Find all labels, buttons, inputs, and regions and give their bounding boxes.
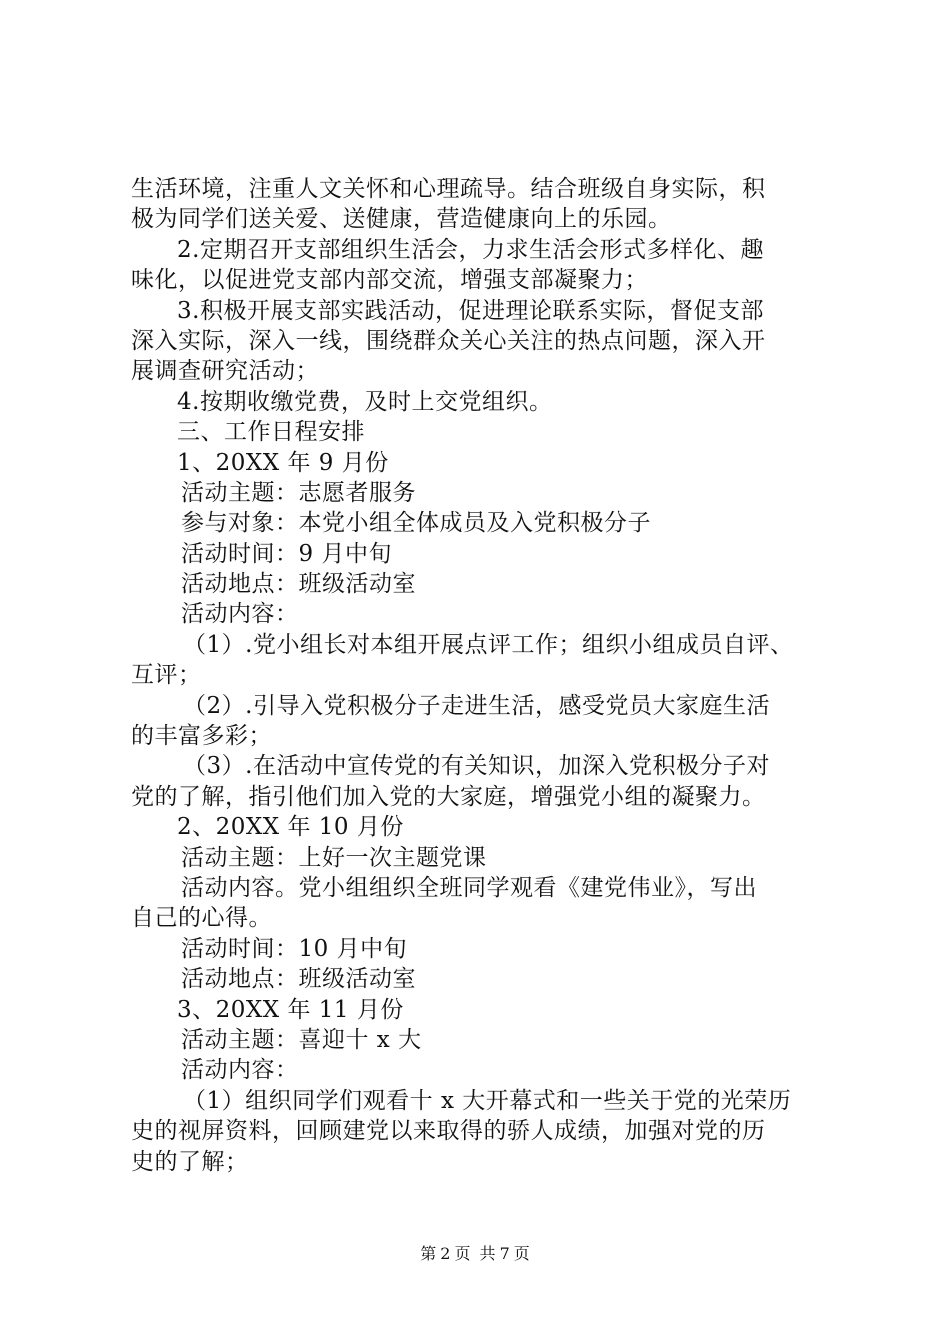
text-line: 活动内容： [181,1057,299,1084]
text-line: 参与对象：本党小组全体成员及入党积极分子 [181,510,651,537]
text-line: 史的了解； [131,1148,249,1175]
text-line: 极为同学们送关爱、送健康，营造健康向上的乐园。 [131,206,672,233]
text-line: （1）组织同学们观看十 x 大开幕式和一些关于党的光荣历 [183,1087,792,1114]
text-line: 活动内容： [181,601,299,628]
text-line: 活动地点：班级活动室 [181,571,416,598]
text-line: 深入实际，深入一线，围绕群众关心关注的热点问题，深入开 [131,327,766,354]
section-heading: 三、工作日程安排 [177,419,365,446]
page-prefix: 第 [420,1244,437,1263]
text-line: 活动内容。党小组组织全班同学观看《建党伟业》，写出 [181,874,757,901]
text-line: 2.定期召开支部组织生活会，力求生活会形式多样化、趣 [177,236,764,263]
text-line: 味化，以促进党支部内部交流，增强支部凝聚力； [131,267,648,294]
text-line: 展调查研究活动； [131,358,319,385]
text-line: 活动主题：志愿者服务 [181,479,416,506]
text-line: 活动时间：10 月中旬 [181,935,408,962]
text-line: （1）.党小组长对本组开展点评工作；组织小组成员自评、 [183,631,794,658]
total-prefix: 共 [479,1244,496,1263]
text-line: （3）.在活动中宣传党的有关知识，加深入党积极分子对 [183,753,770,780]
page-suffix: 页 [454,1244,471,1263]
total-pages: 7 [499,1244,510,1263]
text-line: 4.按期收缴党费，及时上交党组织。 [177,388,553,415]
text-line: 活动主题：喜迎十 x 大 [181,1026,422,1053]
text-line: 活动时间：9 月中旬 [181,540,392,567]
page-footer [0,1244,950,1264]
text-line: 活动地点：班级活动室 [181,966,416,993]
text-line: 3.积极开展支部实践活动，促进理论联系实际，督促支部 [177,297,764,324]
text-line: 的丰富多彩； [131,723,272,750]
text-line: （2）.引导入党积极分子走进生活，感受党员大家庭生活 [183,692,770,719]
document-body [131,174,851,1177]
text-line: 互评； [131,662,202,689]
page-number: 2 [440,1244,451,1263]
total-suffix: 页 [513,1244,530,1263]
text-line: 自己的心得。 [131,905,272,932]
text-line: 史的视屏资料，回顾建党以来取得的骄人成绩，加强对党的历 [131,1118,766,1145]
text-line: 党的了解，指引他们加入党的大家庭，增强党小组的凝聚力。 [131,783,766,810]
text-line: 生活环境，注重人文关怀和心理疏导。结合班级自身实际，积 [131,176,766,202]
subsection-heading: 2、20XX 年 10 月份 [177,814,404,841]
subsection-heading: 1、20XX 年 9 月份 [177,449,389,476]
subsection-heading: 3、20XX 年 11 月份 [177,996,404,1023]
text-line: 活动主题：上好一次主题党课 [181,844,487,871]
